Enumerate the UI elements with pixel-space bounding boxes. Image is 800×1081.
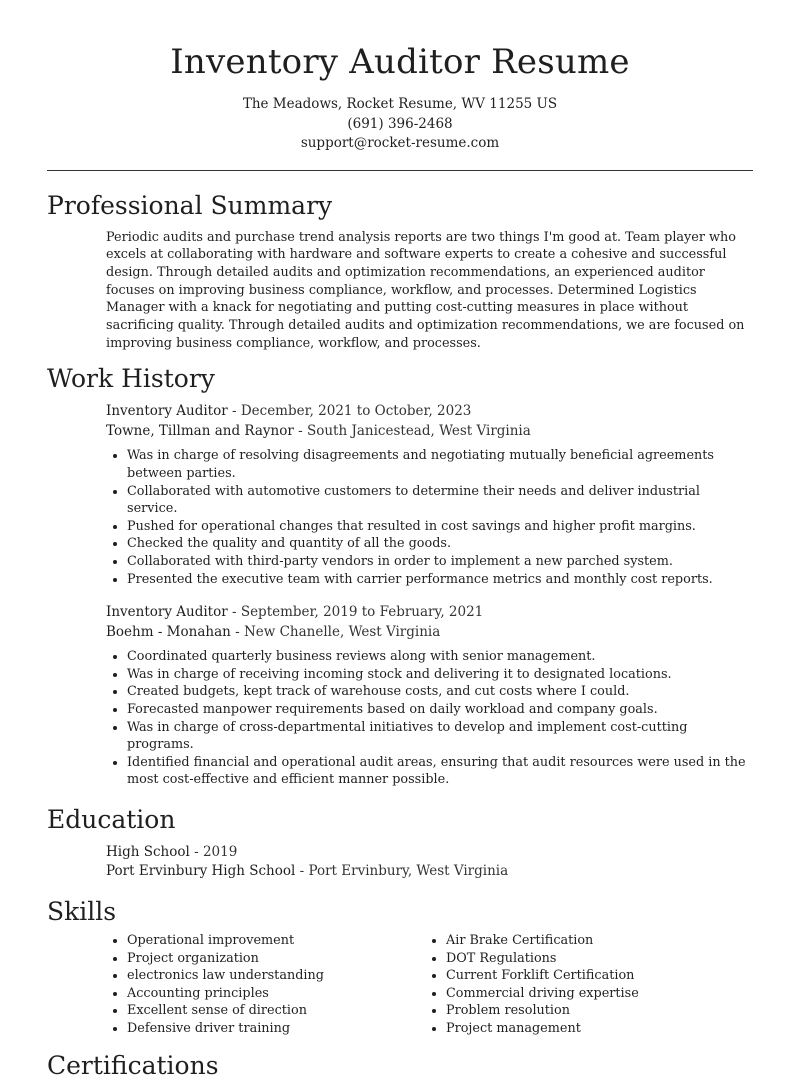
list-item: • DOT Regulations: [446, 950, 744, 968]
education-year: - 2019: [189, 843, 238, 860]
summary-text: Periodic audits and purchase trend analysis reports are two things I'm good at. Team player who excels at collaborating with hardware and software experts to create a cohesive and successful design. Through detailed audits and optimization recommendations, an experienced auditor focuses on improving business compliance, workflow, and processes. Determined Logistics Manager with a knack for negotiating and putting cost-cutting measures in place without sacrificing quality. Through detailed audits and optimization recommendations, we are focused on improving business compliance, workflow, and processes.: [106, 229, 745, 351]
list-item: • Collaborated with automotive customers to determine their needs and deliver industrial service.: [127, 483, 753, 518]
header-divider: [47, 170, 753, 171]
list-item: • Coordinated quarterly business reviews along with senior management.: [127, 648, 753, 666]
job-title: Inventory Auditor: [106, 403, 228, 420]
list-item: • Was in charge of cross-departmental initiatives to develop and implement cost-cutting programs.: [127, 719, 753, 754]
list-item: • Defensive driver training: [127, 1020, 425, 1038]
resume-title: Inventory Auditor Resume: [170, 42, 630, 82]
education-degree: High School: [106, 843, 190, 860]
list-item: • Was in charge of resolving disagreements and negotiating mutually beneficial agreements between parties.: [127, 447, 753, 482]
skills-list: [106, 932, 753, 1038]
education-degree-line: [106, 843, 753, 863]
contact-email: support@rocket-resume.com: [300, 135, 500, 151]
list-item: • Current Forklift Certification: [446, 967, 744, 985]
list-item: • Problem resolution: [446, 1002, 744, 1020]
list-item: • Pushed for operational changes that resulted in cost savings and higher profit margins.: [127, 518, 753, 536]
education-entry: [106, 843, 753, 882]
education-school-line: [106, 862, 753, 882]
contact-block: [47, 95, 753, 154]
list-item: • Air Brake Certification: [446, 932, 744, 950]
list-item: • Presented the executive team with carrier performance metrics and monthly cost reports.: [127, 571, 753, 589]
job-company-line: [106, 422, 753, 442]
job-dates: - September, 2019 to February, 2021: [227, 604, 484, 621]
section-title-education: Education: [47, 804, 176, 834]
skills-column-left: [106, 932, 425, 1038]
job-title-line: [106, 402, 753, 422]
job-title: Inventory Auditor: [106, 604, 228, 621]
job-entry: [106, 402, 753, 588]
list-item: • Project management: [446, 1020, 744, 1038]
job-company: Boehm - Monahan: [106, 623, 231, 640]
list-item: • Project organization: [127, 950, 425, 968]
contact-address: The Meadows, Rocket Resume, WV 11255 US: [242, 96, 558, 112]
contact-phone: (691) 396-2468: [347, 115, 453, 132]
list-item: • Collaborated with third-party vendors in order to implement a new parched system.: [127, 553, 753, 571]
education-location: - Port Ervinbury, West Virginia: [295, 863, 509, 880]
list-item: • Commercial driving expertise: [446, 985, 744, 1003]
section-title-certifications: Certifications: [47, 1051, 219, 1081]
education-school: Port Ervinbury High School: [106, 863, 296, 880]
list-item: • Created budgets, kept track of warehouse costs, and cut costs where I could.: [127, 683, 753, 701]
section-title-skills: Skills: [47, 896, 117, 926]
list-item: • electronics law understanding: [127, 967, 425, 985]
job-bullets: [106, 648, 753, 789]
skills-column-right: [425, 932, 744, 1038]
list-item: • Operational improvement: [127, 932, 425, 950]
section-title-work-history: Work History: [47, 364, 215, 394]
list-item: • Was in charge of receiving incoming stock and delivering it to designated locations.: [127, 666, 753, 684]
job-bullets: [106, 447, 753, 588]
job-title-line: [106, 603, 753, 623]
job-location: - South Janicestead, West Virginia: [293, 422, 531, 439]
list-item: • Identified financial and operational audit areas, ensuring that audit resources were used in the most cost-effective and efficient manner possible.: [127, 754, 753, 789]
job-company: Towne, Tillman and Raynor: [106, 422, 294, 439]
job-dates: - December, 2021 to October, 2023: [227, 403, 472, 420]
job-company-line: [106, 623, 753, 643]
list-item: • Excellent sense of direction: [127, 1002, 425, 1020]
job-entry: [106, 603, 753, 789]
list-item: • Forecasted manpower requirements based on daily workload and company goals.: [127, 701, 753, 719]
list-item: • Accounting principles: [127, 985, 425, 1003]
job-location: - New Chanelle, West Virginia: [230, 623, 441, 640]
list-item: • Checked the quality and quantity of all the goods.: [127, 535, 753, 553]
section-title-summary: Professional Summary: [47, 190, 333, 220]
